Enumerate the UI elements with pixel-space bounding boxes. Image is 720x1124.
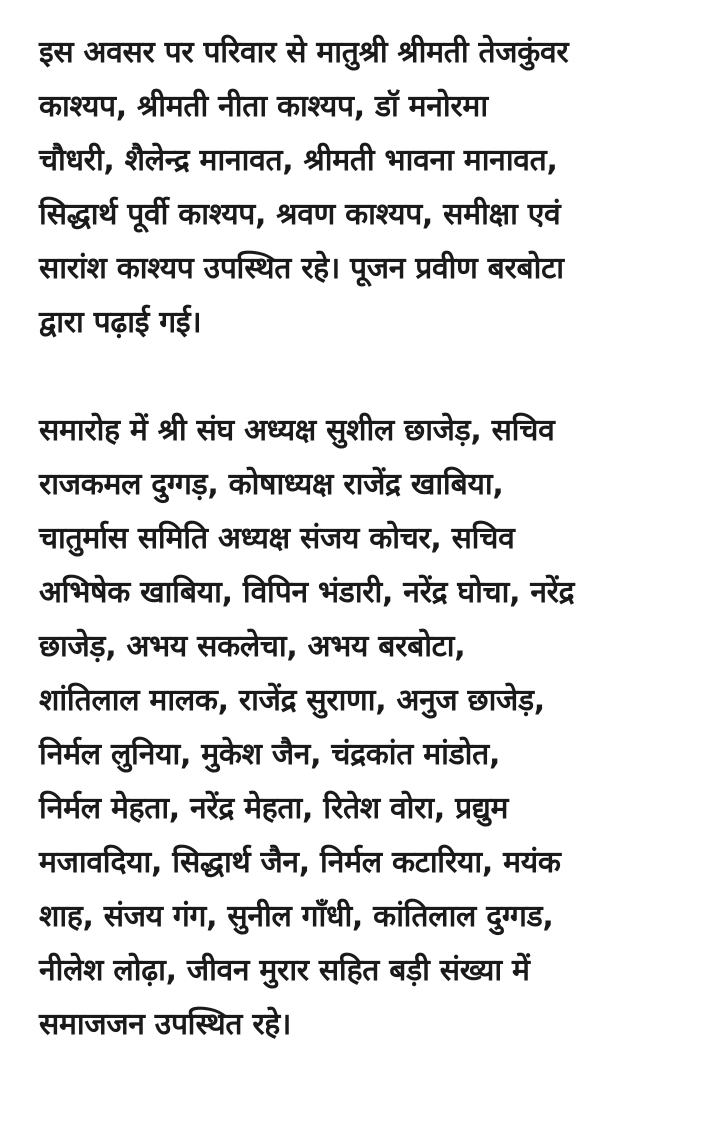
text-line: निर्मल मेहता, नरेंद्र मेहता, रितेश वोरा, प्रद्युम [39, 791, 509, 826]
text-line: इस अवसर पर परिवार से मातुश्री श्रीमती तेजकुंवर [39, 35, 569, 70]
text-line: छाजेड़, अभय सकलेचा, अभय बरबोटा, [39, 629, 466, 664]
text-line: निर्मल लुनिया, मुकेश जैन, चंद्रकांत मांडोत, [39, 737, 501, 772]
text-line: अभिषेक खाबिया, विपिन भंडारी, नरेंद्र घोचा, नरेंद्र [39, 575, 575, 610]
text-line: समारोह में श्री संघ अध्यक्ष सुशील छाजेड़, सचिव [39, 413, 555, 448]
text-line: मजावदिया, सिद्धार्थ जैन, निर्मल कटारिया, मयंक [39, 845, 561, 880]
text-line: समाजजन उपस्थित रहे। [39, 1007, 292, 1042]
text-line: द्वारा पढ़ाई गई। [39, 305, 202, 340]
text-line: चौधरी, शैलेन्द्र मानावत, श्रीमती भावना मानावत, [39, 143, 558, 178]
text-line: शांतिलाल मालक, राजेंद्र सुराणा, अनुज छाजेड़, [39, 683, 545, 718]
text-line: नीलेश लोढ़ा, जीवन मुरार सहित बड़ी संख्या में [39, 953, 530, 988]
paragraph-family-attendance [39, 26, 689, 350]
text-line: राजकमल दुग्गड़, कोषाध्यक्ष राजेंद्र खाबिया, [39, 467, 504, 502]
paragraph-spacer [39, 350, 689, 404]
text-line: सिद्धार्थ पूर्वी काश्यप, श्रवण काश्यप, समीक्षा एवं [39, 197, 561, 232]
text-line: काश्यप, श्रीमती नीता काश्यप, डॉ मनोरमा [39, 89, 488, 124]
text-line: शाह, संजय गंग, सुनील गाँधी, कांतिलाल दुग्गड, [39, 899, 554, 934]
text-line: सारांश काश्यप उपस्थित रहे। पूजन प्रवीण बरबोटा [39, 251, 564, 286]
text-line: चातुर्मास समिति अध्यक्ष संजय कोचर, सचिव [39, 521, 515, 556]
paragraph-ceremony-attendees [39, 404, 689, 1052]
article-body [39, 26, 689, 1052]
